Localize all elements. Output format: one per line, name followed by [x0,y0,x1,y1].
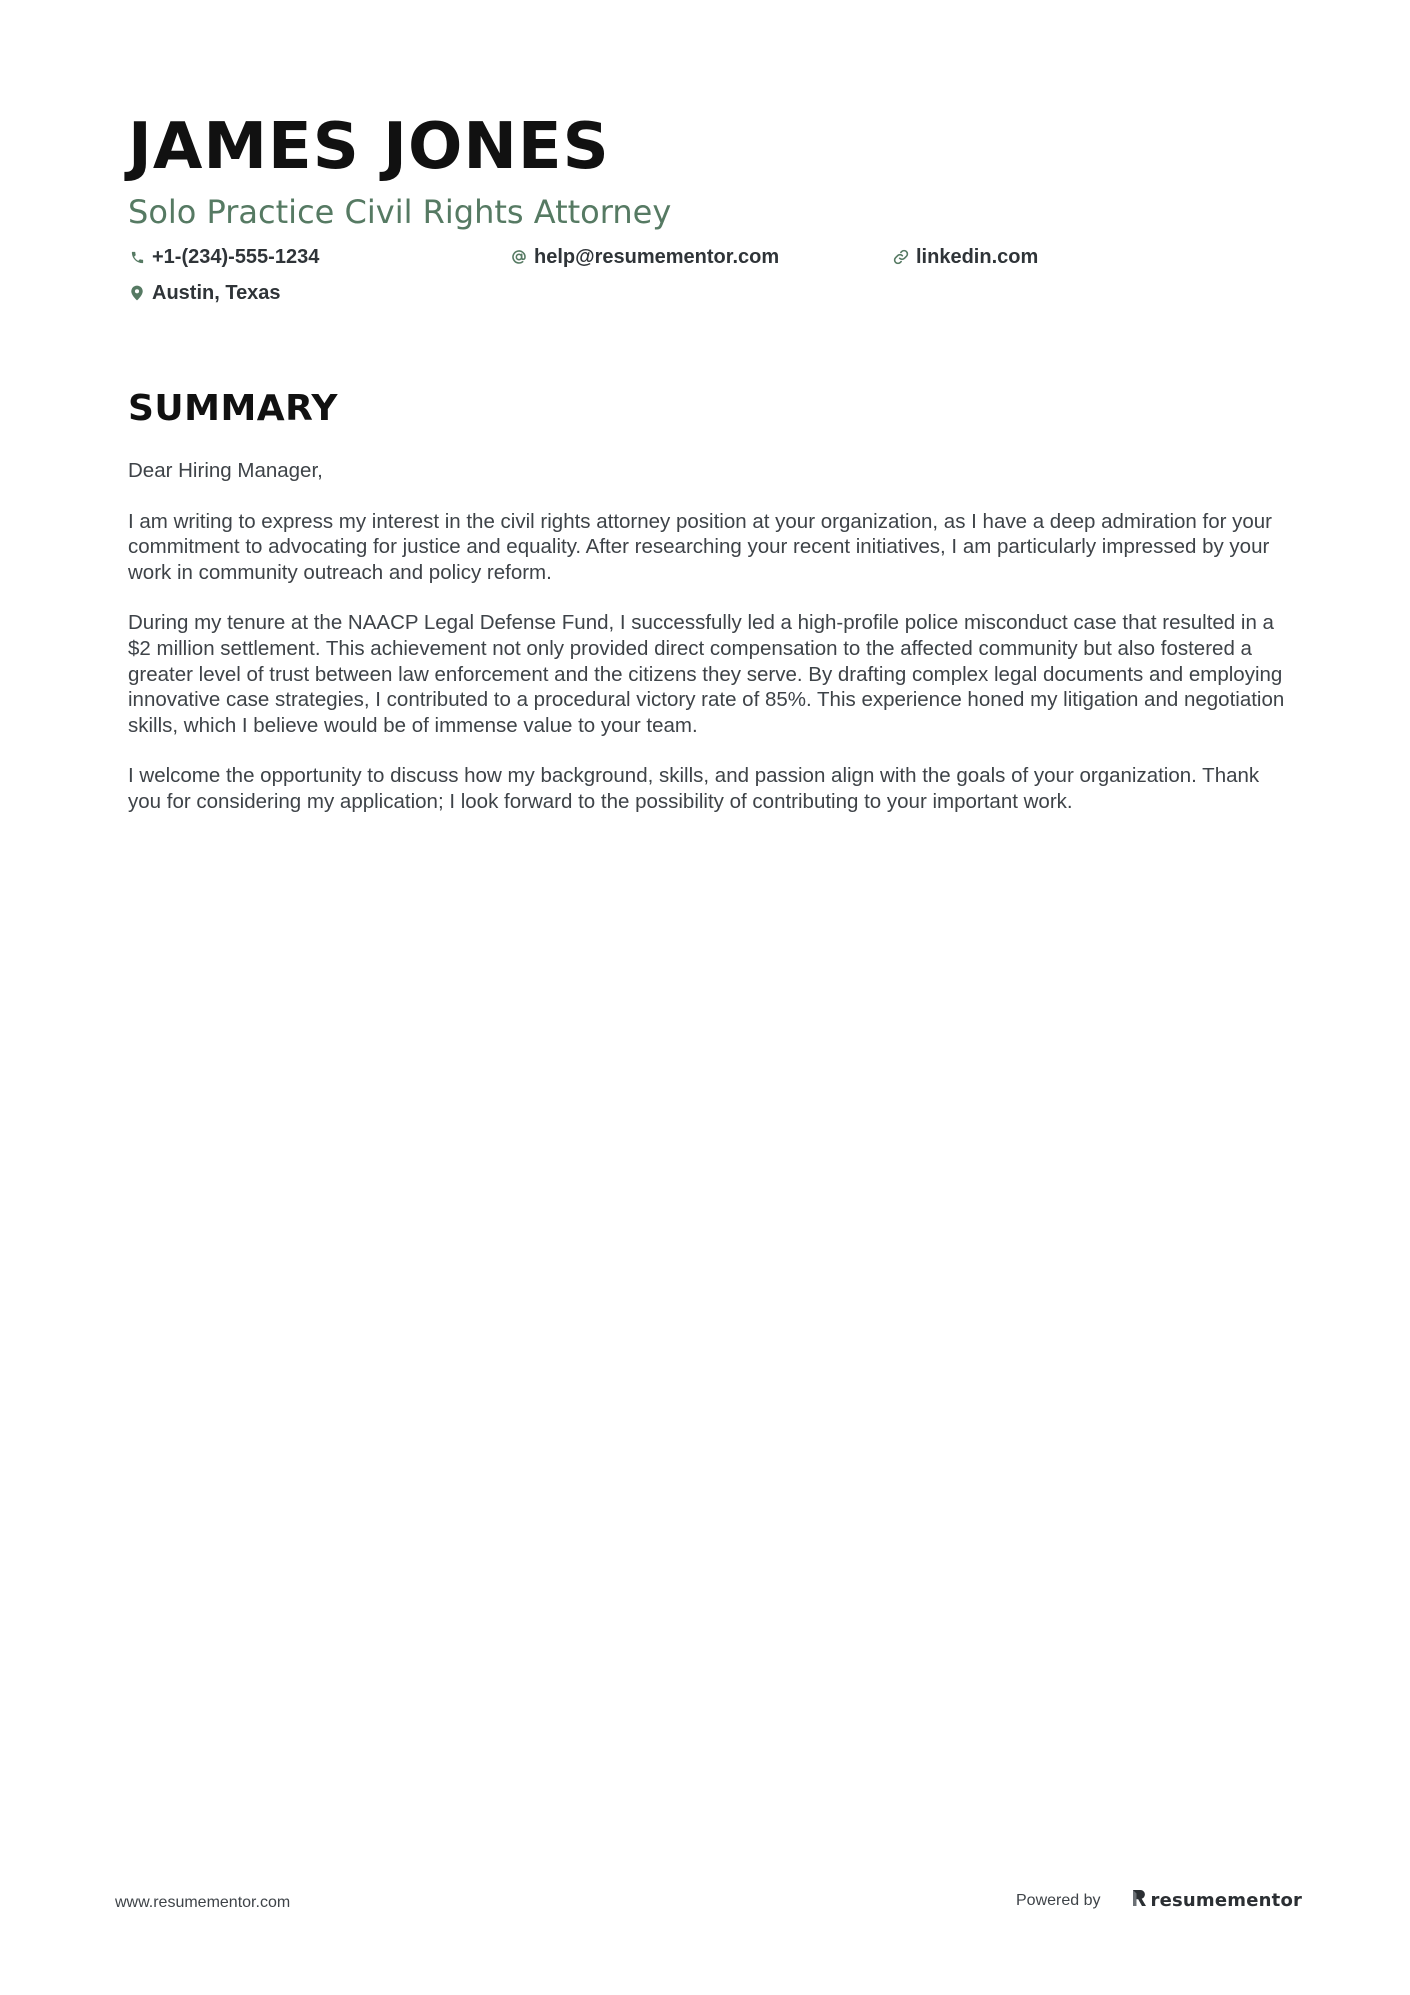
phone-number: +1-(234)-555-1234 [152,245,320,268]
summary-title: SUMMARY [128,388,338,429]
link-icon [892,248,910,266]
job-title: Solo Practice Civil Rights Attorney [128,193,672,231]
resume-header [128,108,1288,308]
contact-email [510,242,892,272]
summary-paragraph: During my tenure at the NAACP Legal Defense Fund, I successfully led a high-profile police misconduct case that resulted in a $2 million settlement. This achievement not only provided direct compensation to the affected community but also fostered a greater level of trust between law enforcement and the citizens they serve. By drafting complex legal documents and employing innovative case strategies, I contributed to a procedural victory rate of 85%. This experience honed my litigation and negotiation skills, which I believe would be of immense value to your team. [128,611,1285,737]
powered-by-label: Powered by [1016,1891,1101,1909]
brand-name: resumementor [1150,1890,1303,1911]
summary-greeting: Dear Hiring Manager, [128,459,323,482]
footer-branding [1016,1888,1302,1913]
contact-website [892,242,1274,272]
summary-paragraph: I welcome the opportunity to discuss how my background, skills, and passion align with the goals of your organization. Thank you for considering my application; I look forward to the possibility of contributing to your important work. [128,764,1260,813]
at-sign-icon [510,248,528,266]
website-link[interactable]: linkedin.com [916,245,1039,268]
contact-location [128,278,510,308]
contact-phone [128,242,510,272]
phone-icon [128,248,146,266]
resumementor-logo-icon [1131,1888,1147,1913]
summary-paragraph: I am writing to express my interest in the civil rights attorney position at your organization, as I have a deep admiration for your commitment to advocating for justice and equality. After researching your recent initiatives, I am particularly impressed by your work in community outreach and policy reform. [128,509,1272,584]
summary-section [128,386,1290,840]
map-pin-icon [128,284,146,302]
location-text: Austin, Texas [152,281,281,304]
brand-logo[interactable] [1131,1888,1303,1913]
footer-website[interactable]: www.resumementor.com [115,1894,291,1911]
contact-info [128,242,1288,308]
candidate-name: JAMES JONES [128,110,610,184]
email-address[interactable]: help@resumementor.com [534,245,780,268]
